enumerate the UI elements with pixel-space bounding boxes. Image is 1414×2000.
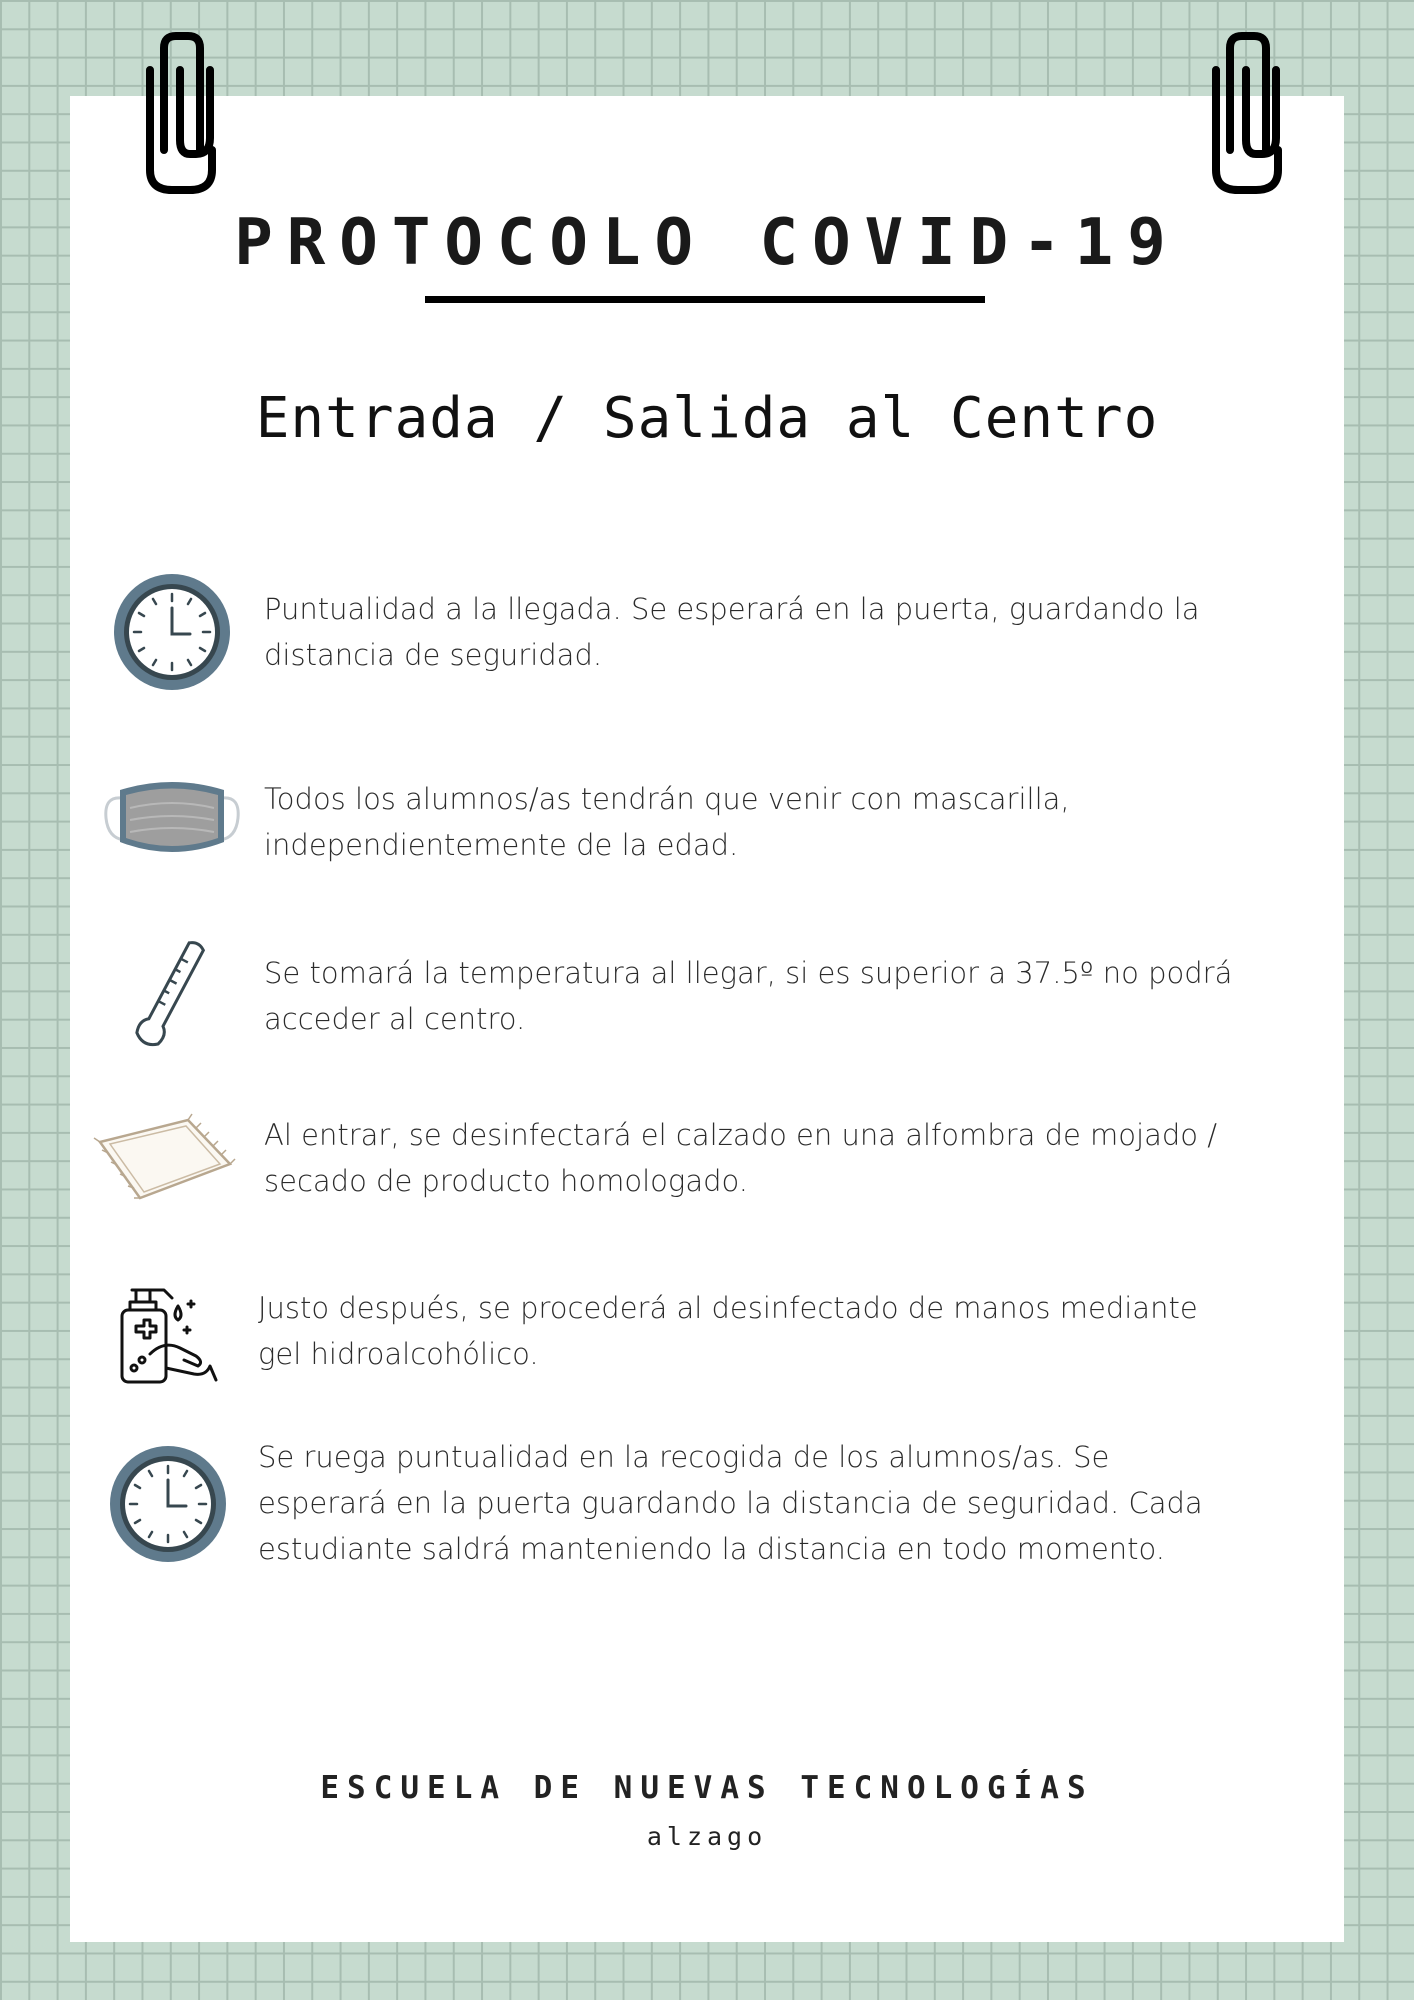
footer-subtitle: alzago <box>646 1822 768 1851</box>
list-item: Se tomará la temperatura al llegar, si es superior a 37.5º no podrá acceder al centro. <box>264 956 1233 1036</box>
disinfectant-mat-icon <box>88 1112 238 1204</box>
page-subtitle: Entrada / Salida al Centro <box>255 386 1159 451</box>
list-item: Justo después, se procederá al desinfectado de manos mediante gel hidroalcohólico. <box>258 1291 1198 1371</box>
clock-icon <box>112 572 232 692</box>
title-underline <box>425 296 985 303</box>
paperclip-left-icon <box>132 30 222 200</box>
hand-sanitizer-icon <box>114 1284 218 1386</box>
list-item: Se ruega puntualidad en la recogida de los alumnos/as. Se esperará en la puerta guardando la distancia de seguridad. Cada estudiante saldrá manteniendo la distancia en todo momento. <box>258 1440 1203 1566</box>
clock-icon <box>108 1444 228 1564</box>
list-item: Todos los alumnos/as tendrán que venir con mascarilla, independientemente de la edad. <box>264 782 1070 862</box>
face-mask-icon <box>102 776 242 860</box>
footer-organization: ESCUELA DE NUEVAS TECNOLOGÍAS <box>320 1770 1094 1806</box>
page-title: PROTOCOLO COVID-19 <box>234 206 1180 280</box>
thermometer-icon <box>124 934 216 1058</box>
list-item: Al entrar, se desinfectará el calzado en una alfombra de mojado / secado de producto homologado. <box>264 1118 1217 1198</box>
paperclip-right-icon <box>1198 30 1288 200</box>
list-item: Puntualidad a la llegada. Se esperará en la puerta, guardando la distancia de seguridad. <box>264 592 1200 672</box>
